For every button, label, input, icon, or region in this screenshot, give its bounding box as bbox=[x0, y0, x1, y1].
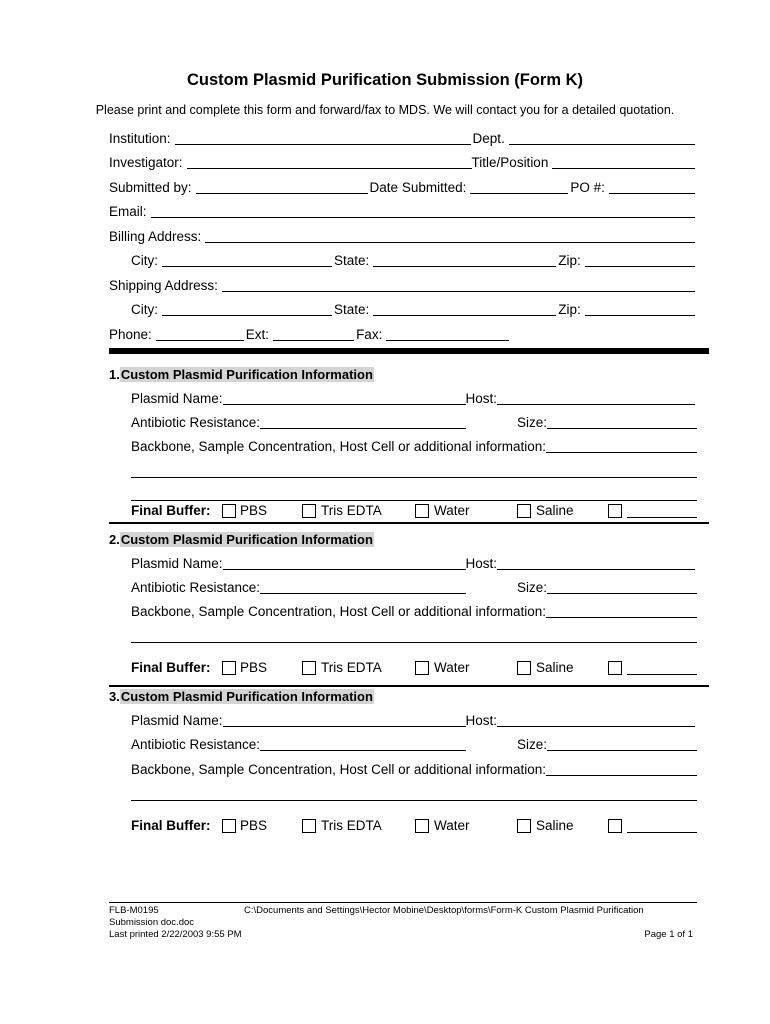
ext-field[interactable] bbox=[273, 326, 354, 341]
s3-saline-checkbox[interactable] bbox=[517, 819, 531, 833]
s2-tris-edta-checkbox[interactable] bbox=[302, 661, 316, 675]
phone-field[interactable] bbox=[156, 326, 244, 341]
section-1-heading bbox=[109, 367, 374, 382]
s1-pbs-label: PBS bbox=[240, 503, 268, 518]
s3-plasmid-name-label: Plasmid Name: bbox=[131, 713, 223, 728]
s3-other-checkbox[interactable] bbox=[608, 819, 622, 833]
shipping-city-label: City: bbox=[131, 302, 158, 317]
s3-antibiotic-label: Antibiotic Resistance: bbox=[131, 737, 261, 752]
dept-label: Dept. bbox=[472, 131, 505, 146]
form-instructions: Please print and complete this form and forward/fax to MDS. We will contact you for a detailed quotation. bbox=[95, 103, 675, 117]
s1-extra-line-2[interactable] bbox=[131, 500, 697, 501]
s1-backbone-row bbox=[131, 437, 697, 455]
s1-other-field[interactable] bbox=[627, 517, 697, 518]
s1-antibiotic-field[interactable] bbox=[260, 414, 466, 429]
s2-plasmid-row bbox=[131, 554, 697, 572]
section-1-divider bbox=[109, 522, 709, 524]
s1-plasmid-row bbox=[131, 389, 697, 407]
title-position-field[interactable] bbox=[552, 154, 695, 169]
s1-plasmid-name-field[interactable] bbox=[223, 390, 466, 405]
shipping-address-row bbox=[109, 276, 697, 294]
investigator-field[interactable] bbox=[187, 154, 472, 169]
s2-size-label: Size: bbox=[516, 580, 547, 595]
s2-final-buffer-row bbox=[131, 659, 697, 677]
shipping-address-label: Shipping Address: bbox=[109, 278, 218, 293]
billing-state-field[interactable] bbox=[373, 252, 556, 267]
s1-size-field[interactable] bbox=[547, 414, 697, 429]
section-1-title: Custom Plasmid Purification Information bbox=[120, 367, 373, 382]
s1-tris-edta-checkbox[interactable] bbox=[302, 504, 316, 518]
s1-saline-checkbox[interactable] bbox=[517, 504, 531, 518]
shipping-address-field[interactable] bbox=[222, 277, 695, 292]
s2-host-label: Host: bbox=[465, 556, 498, 571]
billing-address-row bbox=[109, 227, 697, 245]
s2-pbs-label: PBS bbox=[240, 660, 268, 675]
s3-pbs-checkbox[interactable] bbox=[222, 819, 236, 833]
billing-city-row bbox=[131, 251, 697, 269]
submitted-by-field[interactable] bbox=[196, 179, 368, 194]
shipping-state-label: State: bbox=[334, 302, 370, 317]
s3-extra-line-1[interactable] bbox=[131, 800, 697, 801]
s1-other-checkbox[interactable] bbox=[608, 504, 622, 518]
institution-field[interactable] bbox=[175, 130, 471, 145]
s3-size-label: Size: bbox=[516, 737, 547, 752]
title-position-label: Title/Position bbox=[471, 155, 549, 170]
footer-file-path: C:\Documents and Settings\Hector Mobine\Desktop\forms\Form-K Custom Plasmid Purification bbox=[244, 905, 644, 916]
s3-size-field[interactable] bbox=[547, 736, 697, 751]
s1-size-label: Size: bbox=[516, 415, 547, 430]
s2-size-field[interactable] bbox=[547, 579, 697, 594]
footer-last-printed: Last printed 2/22/2003 9:55 PM bbox=[109, 929, 242, 940]
s3-tris-edta-checkbox[interactable] bbox=[302, 819, 316, 833]
submitted-row bbox=[109, 178, 697, 196]
form-title: Custom Plasmid Purification Submission (Form K) bbox=[186, 71, 584, 89]
s2-extra-line-1[interactable] bbox=[131, 642, 697, 643]
shipping-zip-label: Zip: bbox=[558, 302, 581, 317]
s1-extra-line-1[interactable] bbox=[131, 477, 697, 478]
s1-backbone-label: Backbone, Sample Concentration, Host Cell or additional information: bbox=[131, 439, 546, 454]
s3-backbone-label: Backbone, Sample Concentration, Host Cell or additional information: bbox=[131, 762, 546, 777]
s3-final-buffer-row bbox=[131, 817, 697, 835]
phone-label: Phone: bbox=[109, 327, 152, 342]
institution-label: Institution: bbox=[109, 131, 171, 146]
institution-row bbox=[109, 129, 697, 147]
footer-doc-id: FLB-M0195 bbox=[109, 905, 159, 916]
section-2-divider bbox=[109, 685, 709, 687]
footer-rule bbox=[109, 902, 697, 903]
s3-plasmid-name-field[interactable] bbox=[223, 712, 466, 727]
ext-label: Ext: bbox=[245, 327, 270, 342]
billing-zip-label: Zip: bbox=[558, 253, 581, 268]
s1-plasmid-name-label: Plasmid Name: bbox=[131, 391, 223, 406]
s1-antibiotic-row bbox=[131, 413, 697, 431]
s3-backbone-row bbox=[131, 760, 697, 778]
s2-other-field[interactable] bbox=[627, 674, 697, 675]
billing-address-field[interactable] bbox=[205, 228, 695, 243]
billing-city-label: City: bbox=[131, 253, 158, 268]
section-2-heading bbox=[109, 532, 374, 547]
s2-antibiotic-row bbox=[131, 578, 697, 596]
s3-final-buffer-label: Final Buffer: bbox=[131, 818, 211, 833]
s1-pbs-checkbox[interactable] bbox=[222, 504, 236, 518]
s2-saline-checkbox[interactable] bbox=[517, 661, 531, 675]
shipping-city-row bbox=[131, 300, 697, 318]
section-3-title: Custom Plasmid Purification Information bbox=[120, 689, 373, 704]
s3-antibiotic-field[interactable] bbox=[260, 736, 466, 751]
s1-water-label: Water bbox=[434, 503, 470, 518]
email-field[interactable] bbox=[151, 203, 695, 218]
s3-pbs-label: PBS bbox=[240, 818, 268, 833]
s2-antibiotic-field[interactable] bbox=[260, 579, 466, 594]
s3-antibiotic-row bbox=[131, 735, 697, 753]
section-3-heading bbox=[109, 689, 374, 704]
s3-host-label: Host: bbox=[465, 713, 498, 728]
s2-water-checkbox[interactable] bbox=[415, 661, 429, 675]
s1-water-checkbox[interactable] bbox=[415, 504, 429, 518]
s1-final-buffer-label: Final Buffer: bbox=[131, 503, 211, 518]
s1-host-label: Host: bbox=[465, 391, 498, 406]
s2-saline-label: Saline bbox=[536, 660, 574, 675]
s2-backbone-row bbox=[131, 602, 697, 620]
s2-plasmid-name-field[interactable] bbox=[223, 555, 466, 570]
email-label: Email: bbox=[109, 204, 147, 219]
po-field[interactable] bbox=[609, 179, 695, 194]
shipping-zip-field[interactable] bbox=[585, 301, 695, 316]
s2-other-checkbox[interactable] bbox=[608, 661, 622, 675]
investigator-row bbox=[109, 153, 697, 171]
s3-host-field[interactable] bbox=[497, 712, 695, 727]
s3-water-label: Water bbox=[434, 818, 470, 833]
section-2-title: Custom Plasmid Purification Information bbox=[120, 532, 373, 547]
shipping-city-field[interactable] bbox=[162, 301, 332, 316]
s2-plasmid-name-label: Plasmid Name: bbox=[131, 556, 223, 571]
fax-label: Fax: bbox=[356, 327, 383, 342]
s3-saline-label: Saline bbox=[536, 818, 574, 833]
s3-tris-edta-label: Tris EDTA bbox=[321, 818, 382, 833]
s1-antibiotic-label: Antibiotic Resistance: bbox=[131, 415, 261, 430]
s1-host-field[interactable] bbox=[497, 390, 695, 405]
s2-antibiotic-label: Antibiotic Resistance: bbox=[131, 580, 261, 595]
s3-other-field[interactable] bbox=[627, 832, 697, 833]
submitted-by-label: Submitted by: bbox=[109, 180, 192, 195]
s2-tris-edta-label: Tris EDTA bbox=[321, 660, 382, 675]
s1-final-buffer-row bbox=[131, 502, 697, 520]
s2-host-field[interactable] bbox=[497, 555, 695, 570]
section-1-number: 1. bbox=[109, 367, 120, 382]
s2-backbone-label: Backbone, Sample Concentration, Host Cell or additional information: bbox=[131, 604, 546, 619]
s3-water-checkbox[interactable] bbox=[415, 819, 429, 833]
footer-file-name: Submission doc.doc bbox=[109, 917, 195, 928]
s1-saline-label: Saline bbox=[536, 503, 574, 518]
s2-backbone-field[interactable] bbox=[546, 603, 697, 618]
shipping-state-field[interactable] bbox=[373, 301, 556, 316]
date-submitted-field[interactable] bbox=[470, 179, 568, 194]
email-row bbox=[109, 202, 697, 220]
section-2-number: 2. bbox=[109, 532, 120, 547]
footer-page-number: Page 1 of 1 bbox=[644, 929, 693, 940]
po-label: PO #: bbox=[570, 180, 605, 195]
section-divider bbox=[109, 348, 709, 354]
s2-water-label: Water bbox=[434, 660, 470, 675]
billing-zip-field[interactable] bbox=[585, 252, 695, 267]
fax-field[interactable] bbox=[386, 326, 509, 341]
date-submitted-label: Date Submitted: bbox=[369, 180, 467, 195]
s3-backbone-field[interactable] bbox=[546, 761, 697, 776]
investigator-label: Investigator: bbox=[109, 155, 183, 170]
s1-tris-edta-label: Tris EDTA bbox=[321, 503, 382, 518]
s1-backbone-field[interactable] bbox=[546, 438, 697, 453]
billing-city-field[interactable] bbox=[162, 252, 332, 267]
section-3-number: 3. bbox=[109, 689, 120, 704]
billing-address-label: Billing Address: bbox=[109, 229, 202, 244]
s2-pbs-checkbox[interactable] bbox=[222, 661, 236, 675]
phone-row bbox=[109, 325, 697, 343]
s2-final-buffer-label: Final Buffer: bbox=[131, 660, 211, 675]
billing-state-label: State: bbox=[334, 253, 370, 268]
dept-field[interactable] bbox=[509, 130, 695, 145]
s3-plasmid-row bbox=[131, 711, 697, 729]
